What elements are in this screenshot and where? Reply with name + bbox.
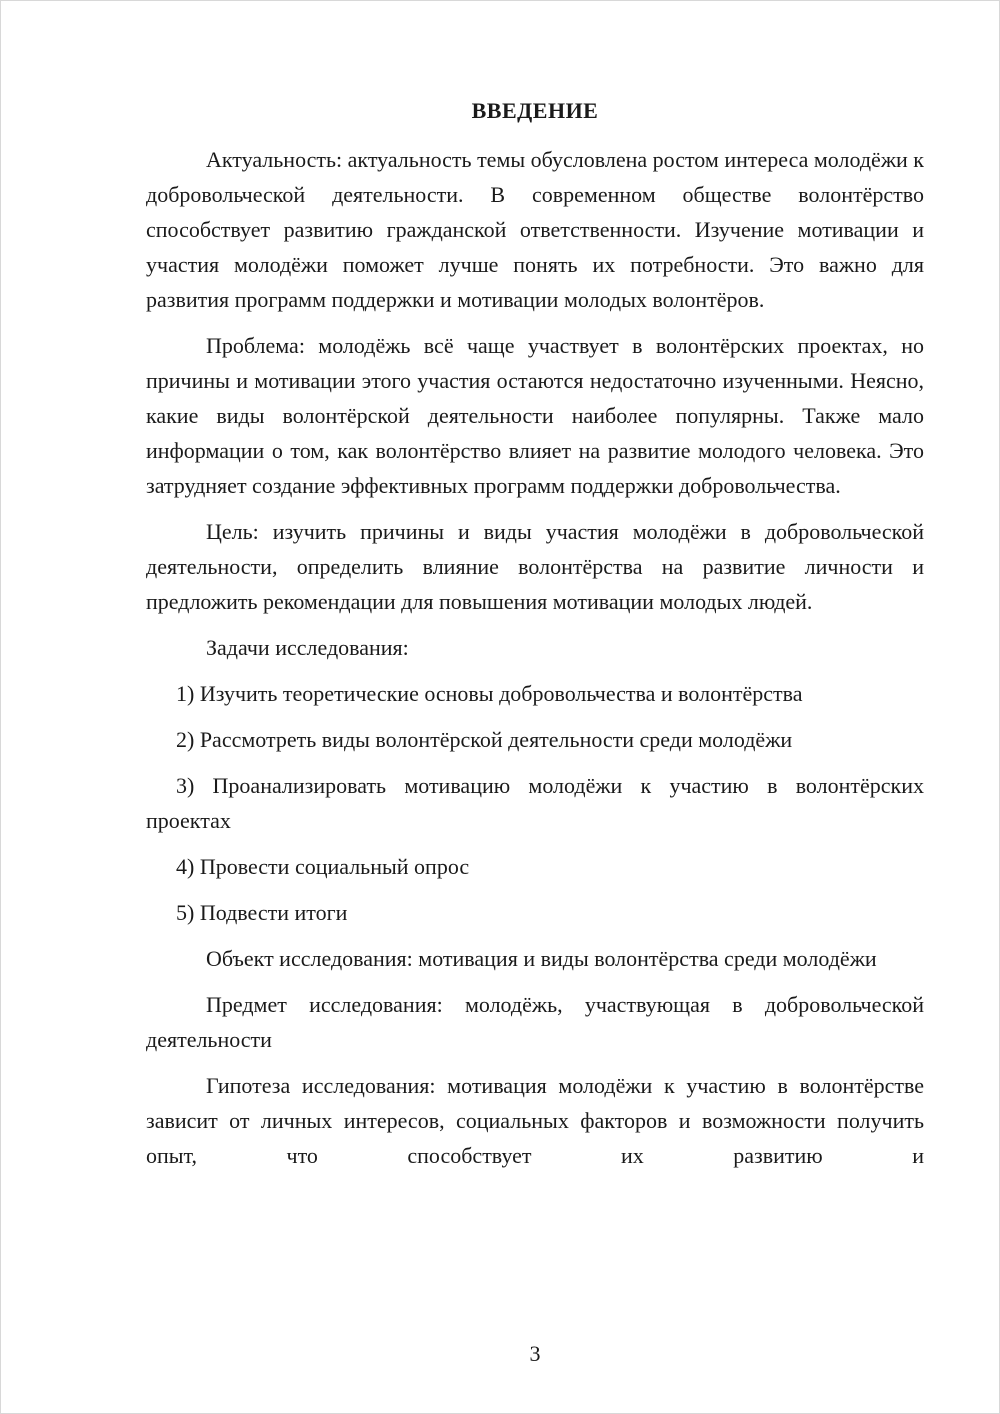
page-number: 3 (529, 1341, 541, 1366)
section-title: ВВЕДЕНИЕ (471, 98, 599, 123)
task-item-2: 2) Рассмотреть виды волонтёрской деятельности среди молодёжи (176, 727, 793, 752)
paragraph-goal: Цель: изучить причины и виды участия молодёжи в добровольческой деятельности, определить влияние волонтёрства на развитие личности и предложить рекомендации для повышения мотивации молодых людей. (146, 519, 924, 614)
task-item-4: 4) Провести социальный опрос (176, 854, 470, 879)
task-item-1: 1) Изучить теоретические основы добровольчества и волонтёрства (176, 681, 803, 706)
paragraph-hypothesis: Гипотеза исследования: мотивация молодёжи к участию в волонтёрстве зависит от личных интересов, социальных факторов и возможности получить опыт, что способствует их развитию и (146, 1073, 924, 1168)
tasks-heading: Задачи исследования: (206, 635, 409, 660)
paragraph-subject: Предмет исследования: молодёжь, участвующая в добровольческой деятельности (146, 992, 924, 1052)
task-item-3: 3) Проанализировать мотивацию молодёжи к участию в волонтёрских проектах (146, 773, 924, 833)
paragraph-object: Объект исследования: мотивация и виды волонтёрства среди молодёжи (206, 946, 877, 971)
paragraph-problem: Проблема: молодёжь всё чаще участвует в волонтёрских проектах, но причины и мотивации этого участия остаются недостаточно изученными. Неясно, какие виды волонтёрской деятельности наиболее популярны. Также мало информации о том, как волонтёрство влияет на развитие молодого человека. Это затрудняет создание эффективных программ поддержки добровольчества. (146, 333, 924, 498)
paragraph-relevance: Актуальность: актуальность темы обусловлена ростом интереса молодёжи к добровольческой деятельности. В современном обществе волонтёрство способствует развитию гражданской ответственности. Изучение мотивации и участия молодёжи поможет лучше понять их потребности. Это важно для развития программ поддержки и мотивации молодых волонтёров. (146, 147, 924, 312)
task-item-5: 5) Подвести итоги (176, 900, 348, 925)
